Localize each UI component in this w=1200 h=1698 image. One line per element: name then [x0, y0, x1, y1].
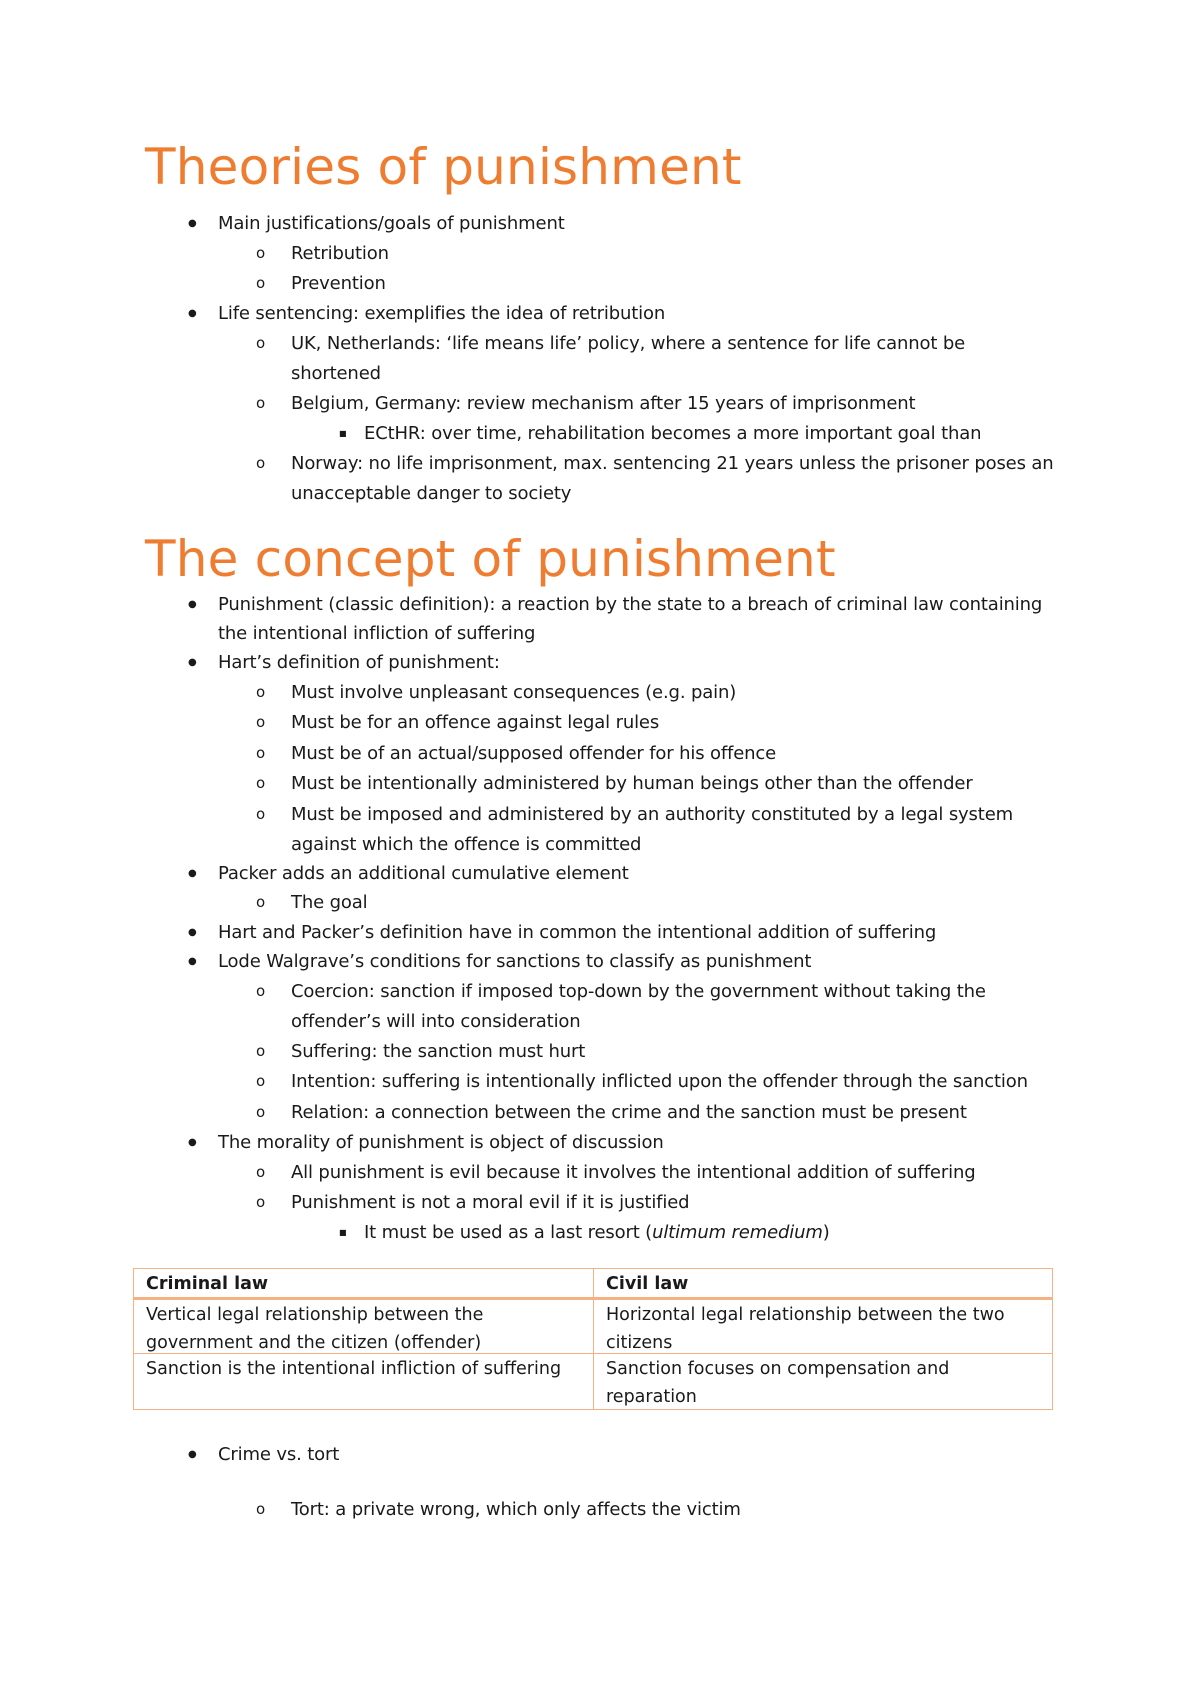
comparison-table: [133, 1268, 1053, 1410]
list-item-text: It must be used as a last resort (: [364, 1222, 653, 1243]
list-item: ● Lode Walgrave’s conditions for sanctions to classify as punishment: [218, 947, 811, 977]
list-item-text: ): [822, 1222, 830, 1243]
section-heading-theories: Theories of punishment: [145, 138, 742, 196]
table-cell: [134, 1300, 593, 1358]
list-item: ● Hart and Packer’s definition have in common the intentional addition of suffering: [218, 918, 936, 948]
list-item: o Must be of an actual/supposed offender for his offence: [291, 739, 776, 769]
section-heading-concept: The concept of punishment: [145, 530, 836, 588]
list-item: o The goal: [291, 888, 367, 918]
list-item: o Relation: a connection between the crime and the sanction must be present: [291, 1098, 967, 1128]
table-header-civil-law: Civil law: [606, 1274, 689, 1294]
table-cell-line: Sanction focuses on compensation and: [606, 1359, 950, 1379]
table-cell-line: government and the citizen (offender): [146, 1333, 482, 1353]
list-item: ● Main justifications/goals of punishment: [218, 209, 565, 239]
latin-term: ultimum remedium: [652, 1222, 823, 1243]
list-item: o All punishment is evil because it involves the intentional addition of suffering: [291, 1158, 975, 1188]
list-item-continuation: the intentional infliction of suffering: [218, 623, 536, 644]
list-item: o Must be intentionally administered by human beings other than the offender: [291, 769, 973, 799]
list-item-continuation: unacceptable danger to society: [291, 483, 572, 504]
list-item: [364, 1218, 830, 1248]
list-item: o Tort: a private wrong, which only affects the victim: [291, 1495, 741, 1525]
list-item: o Punishment is not a moral evil if it is justified: [291, 1188, 689, 1218]
list-item: ● The morality of punishment is object of discussion: [218, 1128, 664, 1158]
list-item: o UK, Netherlands: ‘life means life’ policy, where a sentence for life cannot be: [291, 329, 965, 359]
list-item: ■ ECtHR: over time, rehabilitation becomes a more important goal than: [364, 419, 981, 449]
list-item: ● Crime vs. tort: [218, 1440, 339, 1470]
list-item-continuation: against which the offence is committed: [291, 834, 642, 855]
table-header-criminal-law: Criminal law: [146, 1274, 269, 1294]
list-item: ● Packer adds an additional cumulative element: [218, 859, 629, 889]
list-item: ● Punishment (classic definition): a reaction by the state to a breach of criminal law containing: [218, 590, 1042, 620]
list-item: ● Hart’s definition of punishment:: [218, 648, 500, 678]
list-item: o Must be for an offence against legal rules: [291, 708, 659, 738]
list-item-continuation: shortened: [291, 363, 381, 384]
list-item: o Coercion: sanction if imposed top-down by the government without taking the: [291, 977, 986, 1007]
table-cell: [594, 1300, 1053, 1358]
list-item: o Prevention: [291, 269, 386, 299]
list-item: o Suffering: the sanction must hurt: [291, 1037, 585, 1067]
list-item-continuation: offender’s will into consideration: [291, 1011, 581, 1032]
list-item: o Must involve unpleasant consequences (e.g. pain): [291, 678, 736, 708]
list-item: o Must be imposed and administered by an authority constituted by a legal system: [291, 800, 1013, 830]
list-item: o Norway: no life imprisonment, max. sentencing 21 years unless the prisoner poses an: [291, 449, 1054, 479]
table-cell-line: citizens: [606, 1333, 673, 1353]
list-item: o Belgium, Germany: review mechanism after 15 years of imprisonment: [291, 389, 915, 419]
table-cell: [134, 1354, 593, 1384]
table-cell: [594, 1354, 1053, 1412]
table-cell-line: reparation: [606, 1387, 697, 1407]
list-item: o Intention: suffering is intentionally inflicted upon the offender through the sanction: [291, 1067, 1028, 1097]
list-item: ● Life sentencing: exemplifies the idea of retribution: [218, 299, 665, 329]
list-item: o Retribution: [291, 239, 389, 269]
table-cell-line: Horizontal legal relationship between the two: [606, 1305, 1005, 1325]
table-cell-line: Sanction is the intentional infliction of suffering: [146, 1359, 562, 1379]
table-cell-line: Vertical legal relationship between the: [146, 1305, 484, 1325]
